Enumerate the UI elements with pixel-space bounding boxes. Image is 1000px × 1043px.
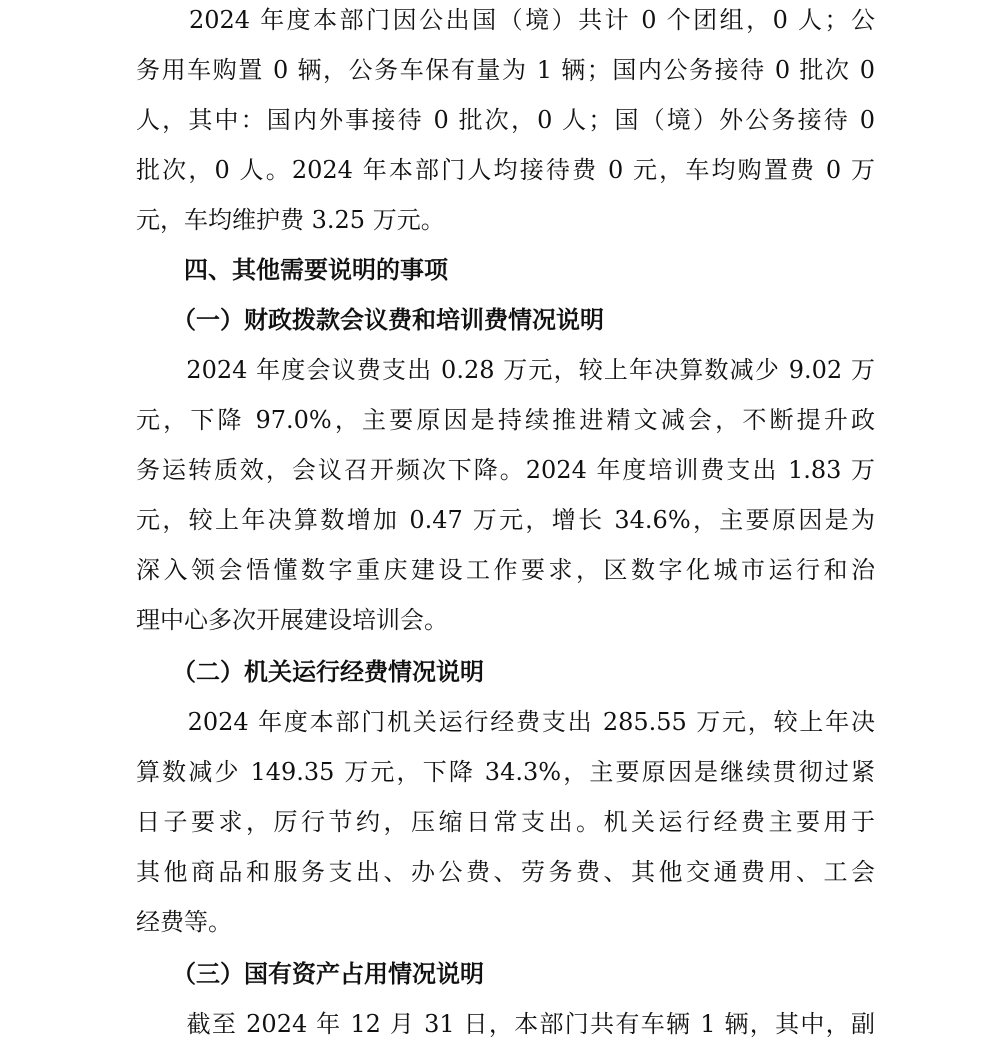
subsection-heading: （一）财政拨款会议费和培训费情况说明 bbox=[136, 306, 604, 334]
paragraph-line: 元，车均维护费 3.25 万元。 bbox=[136, 206, 445, 234]
paragraph-line: 日子要求，厉行节约，压缩日常支出。机关运行经费主要用于 bbox=[136, 808, 875, 836]
subsection-heading: （二）机关运行经费情况说明 bbox=[136, 658, 484, 686]
paragraph-line: 务用车购置 0 辆，公务车保有量为 1 辆；国内公务接待 0 批次 0 bbox=[136, 56, 875, 84]
paragraph-line: 2024 年度本部门因公出国（境）共计 0 个团组，0 人；公 bbox=[136, 6, 875, 34]
paragraph-line: 算数减少 149.35 万元，下降 34.3%，主要原因是继续贯彻过紧 bbox=[136, 758, 875, 786]
paragraph-line: 理中心多次开展建设培训会。 bbox=[136, 606, 448, 634]
paragraph-line: 2024 年度会议费支出 0.28 万元，较上年决算数减少 9.02 万 bbox=[136, 356, 875, 384]
paragraph-line: 深入领会悟懂数字重庆建设工作要求，区数字化城市运行和治 bbox=[136, 556, 875, 584]
paragraph-line: 截至 2024 年 12 月 31 日，本部门共有车辆 1 辆，其中，副 bbox=[136, 1010, 875, 1038]
paragraph-line: 务运转质效，会议召开频次下降。2024 年度培训费支出 1.83 万 bbox=[136, 456, 875, 484]
paragraph-line: 元，下降 97.0%，主要原因是持续推进精文减会，不断提升政 bbox=[136, 406, 875, 434]
section-heading: 四、其他需要说明的事项 bbox=[136, 256, 448, 284]
subsection-heading: （三）国有资产占用情况说明 bbox=[136, 960, 484, 988]
paragraph-line: 2024 年度本部门机关运行经费支出 285.55 万元，较上年决 bbox=[136, 708, 875, 736]
paragraph-line: 元，较上年决算数增加 0.47 万元，增长 34.6%，主要原因是为 bbox=[136, 506, 875, 534]
paragraph-line: 经费等。 bbox=[136, 908, 232, 936]
paragraph-line: 其他商品和服务支出、办公费、劳务费、其他交通费用、工会 bbox=[136, 858, 875, 886]
paragraph-line: 人，其中：国内外事接待 0 批次，0 人；国（境）外公务接待 0 bbox=[136, 106, 875, 134]
paragraph-line: 批次，0 人。2024 年本部门人均接待费 0 元，车均购置费 0 万 bbox=[136, 156, 875, 184]
